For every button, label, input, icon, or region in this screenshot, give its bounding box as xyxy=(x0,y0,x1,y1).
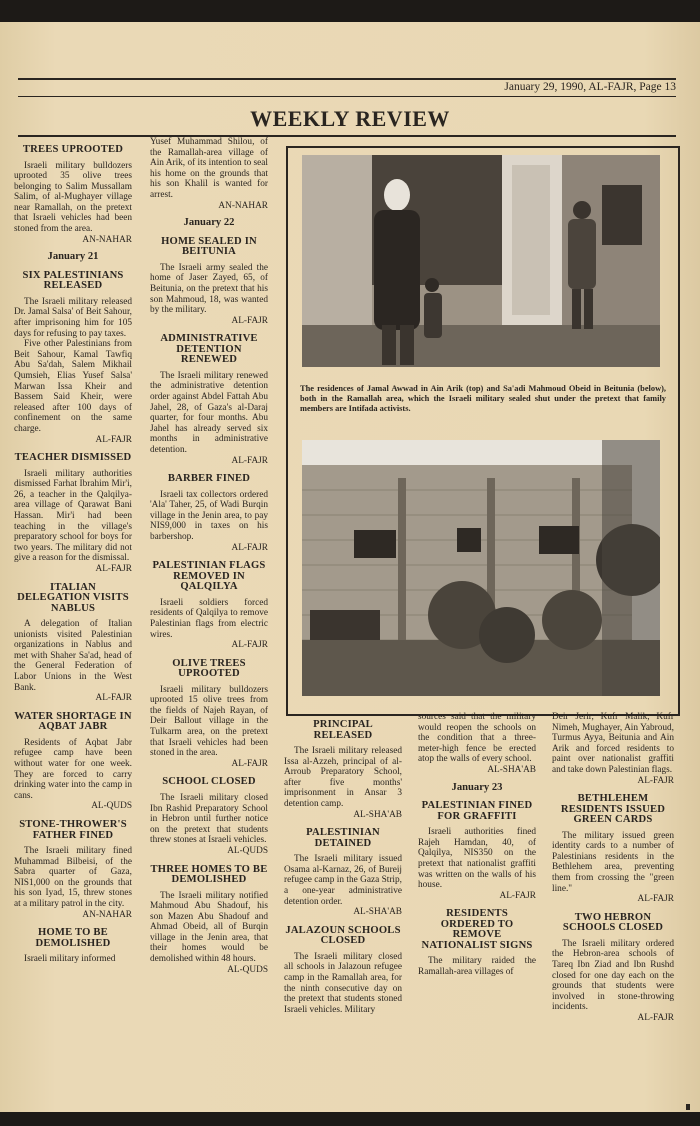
dateline-rule xyxy=(18,96,676,97)
column-2 xyxy=(150,137,268,977)
date-heading: January 21 xyxy=(47,251,99,263)
source-credit: AN-NAHAR xyxy=(82,909,132,920)
article-paragraph: Israeli soldiers forced residents of Qalqilya to remove Palestinian flags from electric wires. xyxy=(150,597,268,640)
article-headline: STONE-THROWER'S FATHER FINED xyxy=(19,819,127,841)
article-paragraph: Israeli authorities fined Rajeh Hamdan, 40, of Qalqilya, NIS350 on the pretext that nationalist graffiti was written on the walls of his house. xyxy=(418,827,536,891)
source-credit: AL-QUDS xyxy=(227,845,268,856)
source-credit: AL-FAJR xyxy=(637,1012,674,1023)
source-credit: AN-NAHAR xyxy=(218,200,268,211)
source-credit: AL-QUDS xyxy=(91,801,132,812)
article-paragraph: Five other Palestinians from Beit Sahour, Kamal Tawfiq Abu Sa'dah, Salem Mikhail Qumsieh, Elias Yusef Salsa' Marwan Issa Kheir and Bassem Said Kheir, were released after 100 days of confinement on the same charge. xyxy=(14,339,132,434)
article-headline: HOME TO BE DEMOLISHED xyxy=(35,927,111,949)
article-paragraph: The Israeli military issued Osama al-Karnaz, 26, of Bureij refugee camp in the Gaza Strip, a one-year administrative detention order. xyxy=(284,854,402,907)
source-credit: AL-FAJR xyxy=(231,315,268,326)
article-paragraph: A delegation of Italian unionists visited Palestinian organizations in Nablus and met with Shaher Sa'ad, head of the General Federation of Labor Unions in the West Bank. xyxy=(14,619,132,693)
photo-caption: The residences of Jamal Awwad in Ain Arik (top) and Sa'adi Mahmoud Obeid in Beitunia (below), both in the Ramallah area, which the Israeli military sealed shut under the pretext that family members are Intifada activists. xyxy=(300,384,666,414)
source-credit: AL-FAJR xyxy=(95,434,132,445)
article-paragraph: The military raided the Ramallah-area villages of xyxy=(418,956,536,977)
article-headline: HOME SEALED IN BEITUNIA xyxy=(161,235,257,258)
article-paragraph: Deir Jerir, Kufr Malik, Kufr Nimeh, Mughayer, Ain Yabroud, Turmus Ayya, Beitunia and Ain Arik and forced residents to paint over nationalist graffiti and take down Palestinian flags. xyxy=(552,712,674,775)
article-headline: PALESTINIAN FLAGS REMOVED IN QALQILYA xyxy=(152,560,266,593)
source-credit: AL-FAJR xyxy=(499,890,536,901)
source-credit: AL-FAJR xyxy=(231,455,268,466)
article-paragraph: The Israeli military released Issa al-Azzeh, principal of al-Arroub Preparatory School, after five months' imprisonment in Ansar 3 detention camp. xyxy=(284,746,402,809)
date-heading: January 23 xyxy=(451,781,503,793)
article-paragraph: The Israeli army sealed the home of Jaser Zayed, 65, of Beitunia, on the pretext that his son Mahmoud, 18, was wanted by the military. xyxy=(150,262,268,316)
page-corner-mark xyxy=(686,1104,690,1110)
column-1 xyxy=(14,137,132,965)
source-credit: AL-FAJR xyxy=(637,894,674,905)
article-headline: TREES UPROOTED xyxy=(22,144,124,155)
article-headline: PRINCIPAL RELEASED xyxy=(313,719,373,741)
article-headline: ITALIAN DELEGATION VISITS NABLUS xyxy=(17,581,129,614)
source-credit: AL-FAJR xyxy=(95,564,132,574)
article-paragraph: Residents of Aqbat Jabr refugee camp have been without water for one week. They are forced to carry drinking water into the camp in cans. xyxy=(14,737,132,801)
article-paragraph: The Israeli military renewed the administrative detention order against Abdel Fattah Abu Jahel, 28, of Gaza's al-Daraj quarter, for four months. Abu Jahel has already served six months in administrative detention. xyxy=(150,370,268,455)
source-credit: AL-FAJR xyxy=(231,640,268,651)
article-paragraph: The military issued green identity cards to a number of Palestinians residents in the Bethlehem area, preventing them from crossing the "green line." xyxy=(552,830,674,894)
source-credit: AL-FAJR xyxy=(637,775,674,786)
section-title: WEEKLY REVIEW xyxy=(250,106,450,131)
bottom-photo xyxy=(302,440,660,696)
article-headline: OLIVE TREES UPROOTED xyxy=(172,657,246,680)
article-paragraph: Israeli tax collectors ordered 'Ala' Taher, 25, of Wadi Burqin village in the Jenin area, to pay NIS9,000 in taxes on his barbershop. xyxy=(150,489,268,543)
article-paragraph: Yusef Muhammad Shilou, of the Ramallah-area village of Ain Arik, of its intention to seal his home on the grounds that his son Khalil is wanted for arrest. xyxy=(150,137,269,200)
top-rule xyxy=(18,78,676,80)
article-paragraph: The Israeli military closed all schools in Jalazoun refugee camp in the Ramallah area, for the ninth consecutive day on the pretext that students stoned Israeli vehicles. Military xyxy=(284,951,402,1015)
article-headline: SIX PALESTINIANS RELEASED xyxy=(22,269,124,292)
article-headline: PALESTINIAN DETAINED xyxy=(306,827,380,849)
article-paragraph: The Israeli military fined Muhammad Bilbeisi, of the Sabra quarter of Gaza, NIS1,000 on the grounds that his son Iyad, 15, threw stones at a military patrol in the city. xyxy=(14,846,132,909)
article-headline: WATER SHORTAGE IN AQBAT JABR xyxy=(14,710,132,733)
source-credit: AN-NAHAR xyxy=(82,234,132,245)
source-credit: AL-FAJR xyxy=(231,758,268,769)
article-headline: PALESTINIAN FINED FOR GRAFFITI xyxy=(421,800,533,822)
date-heading: January 22 xyxy=(183,217,235,229)
article-headline: ADMINISTRATIVE DETENTION RENEWED xyxy=(160,333,258,366)
article-headline: TEACHER DISMISSED xyxy=(14,452,132,464)
article-paragraph: Israeli military informed xyxy=(24,954,116,965)
article-paragraph: Israeli military bulldozers uprooted 35 olive trees belonging to Salim Mussallam Salim, of al-Mughayer village near Ramallah, on the pretext that Israeli vehicles had been stoned from the area. xyxy=(14,160,132,235)
article-paragraph: The Israeli military closed Ibn Rashid Preparatory School in Hebron until further notice on the pretext that students threw stones at Israeli vehicles. xyxy=(150,792,268,846)
article-paragraph: sources said that the military would reopen the schools on the condition that a three-meter-high fence be erected atop the walls of every school. xyxy=(418,712,536,765)
article-headline: JALAZOUN SCHOOLS CLOSED xyxy=(285,924,401,947)
article-headline: BARBER FINED xyxy=(167,473,251,485)
column-3 xyxy=(284,712,402,1015)
source-credit: AL-FAJR xyxy=(231,542,268,553)
source-credit: AL-FAJR xyxy=(95,693,132,704)
article-paragraph: The Israeli military released Dr. Jamal Salsa' of Beit Sahour, after imprisoning him for 105 days for refusing to pay taxes. xyxy=(14,296,132,339)
column-4 xyxy=(418,712,536,978)
article-paragraph: The Israeli military notified Mahmoud Abu Shadouf, his son Mazen Abu Shadouf and Ahmad Obeid, all of Burqin village in the Jenin area, that their homes would be demolished within 48 hours. xyxy=(150,890,268,965)
source-credit: AL-QUDS xyxy=(227,964,268,975)
source-credit: AL-SHA'AB xyxy=(353,809,402,820)
article-headline: RESIDENTS ORDERED TO REMOVE NATIONALIST SIGNS xyxy=(421,908,533,951)
article-paragraph: The Israeli military ordered the Hebron-area schools of Tareq Ibn Ziad and Ibn Rushd closed for one day each on the grounds that students were involved in stone-throwing incidents. xyxy=(552,938,674,1013)
article-headline: TWO HEBRON SCHOOLS CLOSED xyxy=(562,911,664,934)
top-photo xyxy=(302,155,660,367)
stone-house-photo xyxy=(302,440,660,696)
house-with-figures-photo xyxy=(302,155,660,367)
column-5 xyxy=(552,712,674,1026)
article-headline: THREE HOMES TO BE DEMOLISHED xyxy=(150,863,268,885)
source-credit: AL-SHA'AB xyxy=(487,764,536,775)
article-headline: BETHLEHEM RESIDENTS ISSUED GREEN CARDS xyxy=(560,793,666,826)
article-headline: SCHOOL CLOSED xyxy=(162,776,256,788)
source-credit: AL-SHA'AB xyxy=(353,907,402,918)
article-paragraph: Israeli military authorities dismissed Farhat Ibrahim Mir'i, 26, a teacher in the Qalqilya-area village of Qarawat Bani Hassan. Mir'i had been teaching in the village's preparatory school for boys for two years. The military did not give a reason for the dismissal. xyxy=(14,468,132,564)
dateline: January 29, 1990, AL-FAJR, Page 13 xyxy=(504,81,676,93)
article-paragraph: Israeli military bulldozers uprooted 15 olive trees from the fields of Najeh Rayan, of Deir Ballout village in the Tulkarm area, on the pretext that Israeli vehicles had been stoned in the area. xyxy=(150,684,268,759)
